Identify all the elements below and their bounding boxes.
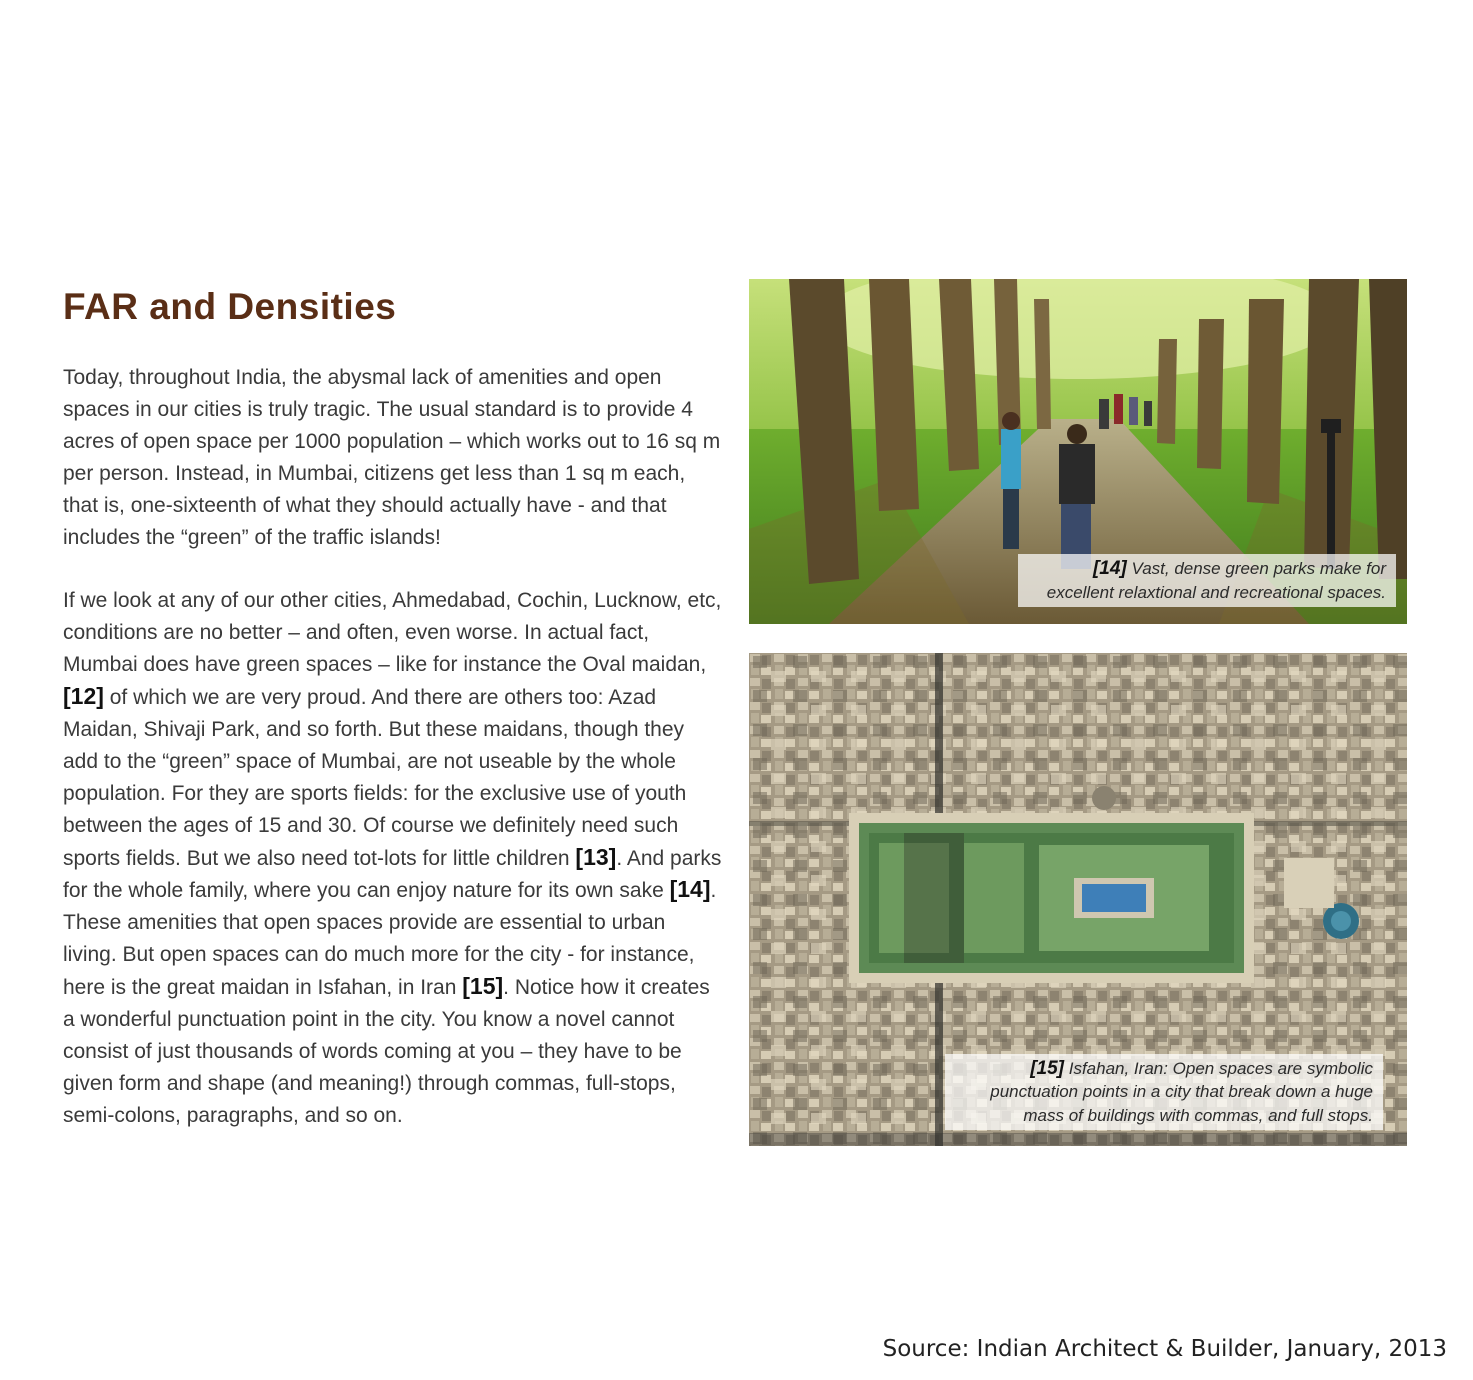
article-body — [63, 362, 723, 1132]
paragraph-2-text: . These amenities that open spaces provide are essential to urban living. But open spaces can do much more for the city - for instance, here is the great maidan in Isfahan, in Iran — [63, 879, 717, 1000]
paragraph-2-text: . Notice how it creates a wonderful punctuation point in the city. You know a novel cannot consist of just thousands of words coming at you – they have to be given form and shape (and meaning!) through commas, full-stops, semi-colons, paragraphs, and so on. — [63, 976, 710, 1127]
paragraph-1: Today, throughout India, the abysmal lack of amenities and open spaces in our cities is truly tragic. The usual standard is to provide 4 acres of open space per 1000 population – which works out to 16 sq m per person. Instead, in Mumbai, citizens get less than 1 sq m each, that is, one-sixteenth of what they should actually have - and that includes the “green” of the traffic islands! — [63, 366, 721, 549]
isfahan-aerial-photo — [749, 653, 1407, 1146]
source-citation: Source: Indian Architect & Builder, January, 2013 — [882, 1336, 1447, 1362]
park-caption — [1018, 554, 1396, 607]
figure-ref-14: [14] — [669, 876, 711, 903]
figure-ref-12: [12] — [63, 683, 104, 710]
paragraph-2-text: of which we are very proud. And there are others too: Azad Maidan, Shivaji Park, and so forth. But these maidans, though they add to the “green” space of Mumbai, are not useable by the whole population. For they are sports fields: for the exclusive use of youth between the ages of 15 and 30. Of course we definitely need such sports fields. But we also need tot-lots for little children — [63, 686, 687, 870]
figure-ref-15: [15] — [462, 973, 504, 1000]
isfahan-caption — [945, 1054, 1383, 1131]
paragraph-2-text: . And parks for the whole family, where you can enjoy nature for its own sake — [63, 846, 722, 903]
isfahan-caption-ref: [15] — [1030, 1057, 1064, 1079]
park-caption-text: Vast, dense green parks make for excellent relaxtional and recreational spaces. — [1046, 559, 1386, 602]
park-caption-ref: [14] — [1092, 558, 1127, 579]
park-photo — [749, 279, 1407, 624]
isfahan-caption-text: Isfahan, Iran: Open spaces are symbolic punctuation points in a city that break down a huge mass of buildings with commas, and full stops. — [990, 1058, 1373, 1125]
section-heading: FAR and Densities — [63, 286, 397, 327]
paragraph-2-text: If we look at any of our other cities, Ahmedabad, Cochin, Lucknow, etc, conditions are no better – and often, even worse. In actual fact, Mumbai does have green spaces – like for instance the Oval maidan, — [63, 589, 722, 677]
figure-ref-13: [13] — [575, 843, 617, 870]
paragraph-2 — [63, 585, 723, 1131]
